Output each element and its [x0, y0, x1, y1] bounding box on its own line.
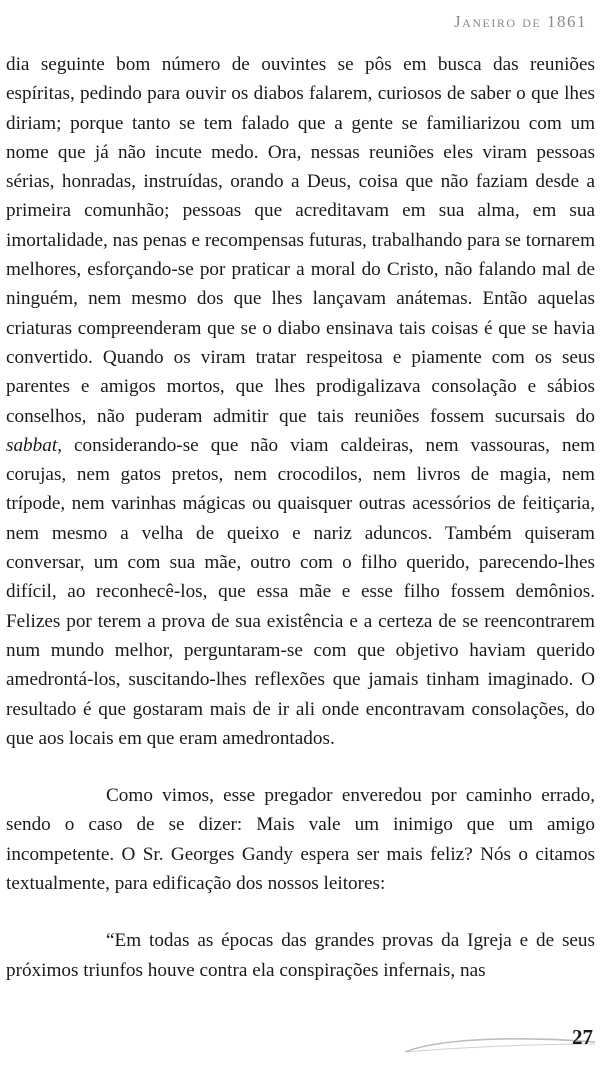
italic-term-sabbat: sabbat — [6, 434, 58, 456]
page-number: 27 — [572, 1025, 593, 1049]
page-body — [6, 50, 595, 985]
paragraph-3-quote: “Em todas as épocas das grandes provas da Igreja e de seus próximos triunfos houve contra ela conspirações infernais, nas — [6, 930, 595, 981]
paragraph-1-text-before: dia seguinte bom número de ouvintes se pôs em busca das reuniões espíritas, pedindo para ouvir os diabos falarem, curiosos de saber o que lhes diriam; porque tanto se tem falado que a gente se familiarizou com um nome que já não incute medo. Ora, nessas reuniões eles viram pessoas sérias, honradas, instruídas, orando a Deus, coisa que não faziam desde a primeira comunhão; pessoas que acreditavam em sua alma, em sua imortalidade, nas penas e recompensas futuras, trabalhando para se tornarem melhores, esforçando-se por praticar a moral do Cristo, não falando mal de ninguém, nem mesmo dos que lhes lançavam anátemas. Então aquelas criaturas compreenderam que se o diabo ensinava tais coisas é que se havia convertido. Quando os viram tratar respeitosa e piamente com os seus parentes e amigos mortos, que lhes prodigalizava consolação e sábios conselhos, não puderam admitir que tais reuniões fossem sucursais do — [6, 54, 595, 427]
paragraph-1-text-after: , considerando-se que não viam caldeiras, nem vassouras, nem corujas, nem gatos pretos, nem crocodilos, nem livros de magia, nem trípode, nem varinhas mágicas ou quaisquer outras acessórios de feitiçaria, nem mesmo a velha de queixo e nariz aduncos. Também quiseram conversar, um com sua mãe, outro com o filho querido, parecendo-lhes difícil, ao reconhecê-los, que essa mãe e esse filho fossem demônios. Felizes por terem a prova de sua existência e a certeza de se reencontrarem num mundo melhor, perguntaram-se com que objetivo haviam querido amedrontá-los, suscitando-lhes reflexões que jamais tinham imaginado. O resultado é que gostaram mais de ir ali onde encontravam consolações, do que aos locais em que eram amedrontados. — [6, 434, 595, 749]
footer-ornament — [400, 1030, 600, 1060]
paragraph-1 — [6, 50, 595, 753]
running-header: Janeiro de 1861 — [454, 12, 587, 31]
paragraph-2: Como vimos, esse pregador enveredou por caminho errado, sendo o caso de se dizer: Mais vale um inimigo que um amigo incompetente. O Sr. Georges Gandy espera ser mais feliz? Nós o citamos textualmente, para edificação dos nossos leitores: — [6, 785, 595, 895]
